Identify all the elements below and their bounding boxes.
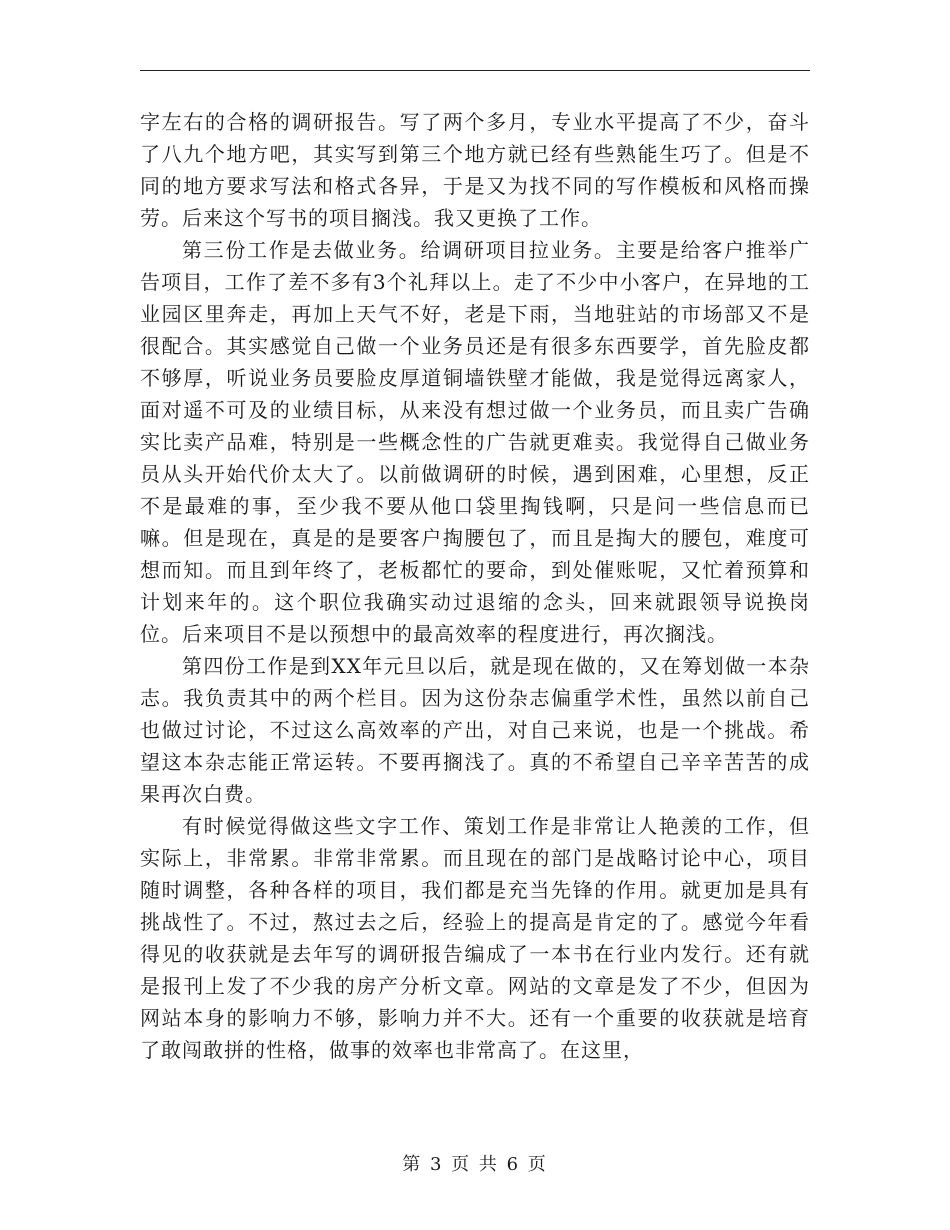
- header-rule: [140, 70, 810, 71]
- paragraph-3: 第四份工作是到XX年元旦以后，就是现在做的，又在筹划做一本杂志。我负责其中的两个栏目。因为这份杂志偏重学术性，虽然以前自己也做过讨论，不过这么高效率的产出，对自己来说，也是一个挑战。希望这本杂志能正常运转。不要再搁浅了。真的不希望自己辛辛苦苦的成果再次白费。: [140, 654, 810, 806]
- page-number: 第 3 页 共 6 页: [402, 1154, 548, 1175]
- paragraph-1: 字左右的合格的调研报告。写了两个多月，专业水平提高了不少，奋斗了八九个地方吧，其实写到第三个地方就已经有些熟能生巧了。但是不同的地方要求写法和格式各异，于是又为找不同的写作模板和风格而操劳。后来这个写书的项目搁浅。我又更换了工作。: [140, 110, 810, 230]
- document-body: [140, 106, 810, 1066]
- paragraph-2: 第三份工作是去做业务。给调研项目拉业务。主要是给客户推举广告项目，工作了差不多有3个礼拜以上。走了不少中小客户，在异地的工业园区里奔走，再加上天气不好，老是下雨，当地驻站的市场部又不是很配合。其实感觉自己做一个业务员还是有很多东西要学，首先脸皮都不够厚，听说业务员要脸皮厚道铜墙铁壁才能做，我是觉得远离家人，面对遥不可及的业绩目标，从来没有想过做一个业务员，而且卖广告确实比卖产品难，特别是一些概念性的广告就更难卖。我觉得自己做业务员从头开始代价太大了。以前做调研的时候，遇到困难，心里想，反正不是最难的事，至少我不要从他口袋里掏钱啊，只是问一些信息而已嘛。但是现在，真是的是要客户掏腰包了，而且是掏大的腰包，难度可想而知。而且到年终了，老板都忙的要命，到处催账呢，又忙着预算和计划来年的。这个职位我确实动过退缩的念头，回来就跟领导说换岗位。后来项目不是以预想中的最高效率的程度进行，再次搁浅。: [140, 238, 810, 646]
- paragraph-4: 有时候觉得做这些文字工作、策划工作是非常让人艳羡的工作，但实际上，非常累。非常非常累。而且现在的部门是战略讨论中心，项目随时调整，各种各样的项目，我们都是充当先锋的作用。就更加是具有挑战性了。不过，熬过去之后，经验上的提高是肯定的了。感觉今年看得见的收获就是去年写的调研报告编成了一本书在行业内发行。还有就是报刊上发了不少我的房产分析文章。网站的文章是发了不少，但因为网站本身的影响力不够，影响力并不大。还有一个重要的收获就是培育了敢闯敢拼的性格，做事的效率也非常高了。在这里，: [140, 814, 810, 1062]
